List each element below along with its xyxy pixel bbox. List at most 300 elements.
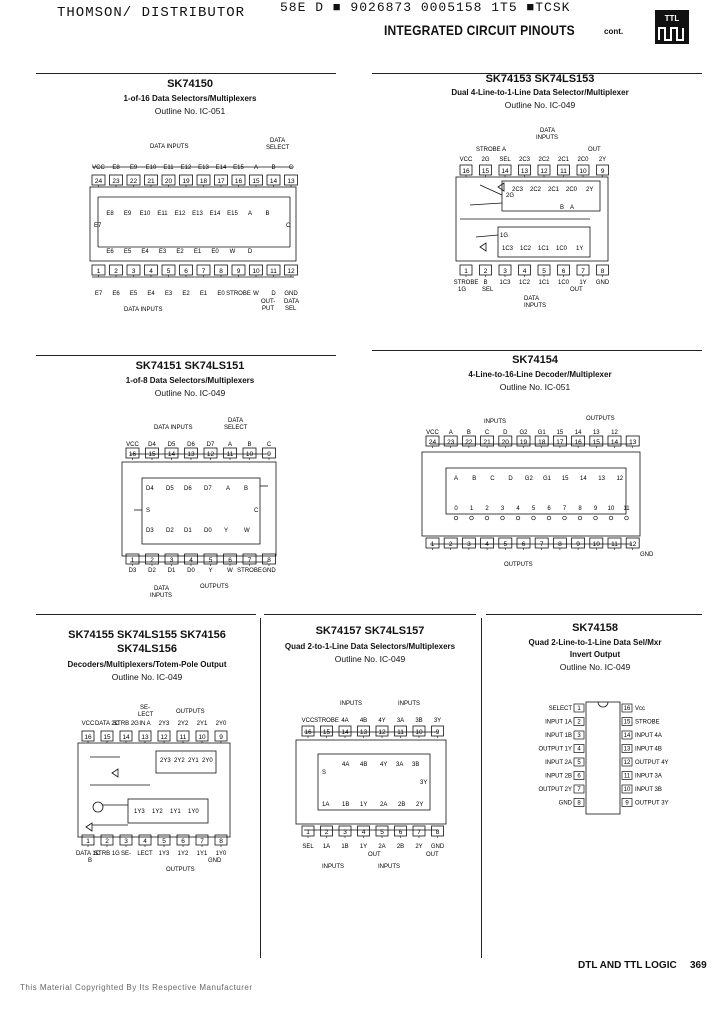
pin-number: 13	[187, 451, 195, 458]
inner-label: 4A	[342, 762, 350, 768]
inner-label: 6	[547, 506, 551, 512]
inner-label: 3A	[396, 762, 404, 768]
part-outline: Outline No. IC-049	[111, 672, 183, 682]
inner-label: 2A	[380, 802, 388, 808]
pin-number: 21	[483, 439, 491, 446]
inner-label: D0	[204, 528, 212, 534]
pin-number: 7	[201, 268, 206, 275]
inner-label: 1Y	[576, 246, 584, 252]
inner-label: D4	[146, 486, 154, 492]
part-outline: Outline No. IC-049	[504, 100, 576, 110]
inner-label: 13	[598, 476, 605, 482]
group-label: OUTPUTS	[166, 867, 195, 873]
inner-label: 1G	[500, 233, 509, 239]
group-label: DATA	[270, 138, 286, 144]
inner-label: D	[508, 476, 513, 482]
inner-label: A	[570, 205, 575, 211]
page-number: 369	[690, 960, 707, 971]
pin-number: 4	[189, 557, 193, 564]
sk74157-pinout-diagram	[292, 696, 462, 874]
pin-number: 15	[103, 734, 111, 741]
pin-name: D	[503, 430, 508, 436]
pin-number: 24	[94, 178, 103, 185]
pin-number: 9	[267, 451, 271, 458]
pin-name: D2	[148, 568, 156, 574]
pin-number: 10	[245, 451, 254, 458]
inner-label: 2Y1	[188, 758, 199, 764]
pin-number: 1	[96, 268, 101, 275]
pin-name: E5	[129, 291, 138, 297]
sk74151-pinout-diagram	[118, 420, 293, 602]
pin-extra: DATA	[284, 299, 300, 305]
output-bubble	[532, 516, 536, 520]
pin-name: STROBE	[237, 568, 262, 574]
pin-name: E3	[164, 291, 173, 297]
inner-label: E10	[139, 211, 151, 217]
inner-label: D3	[146, 528, 154, 534]
group-label: DATA INPUTS	[154, 425, 193, 431]
pin-name: D0	[187, 568, 195, 574]
pin-name: G1	[537, 430, 546, 436]
group-label: INPUTS	[340, 701, 363, 707]
pin-number: 3	[124, 838, 128, 845]
inner-label: B	[244, 486, 249, 492]
pin-number: 1	[86, 838, 90, 845]
pin-name: E12	[180, 165, 192, 171]
pin-name: SEL	[302, 844, 314, 850]
pin-extra: GND	[208, 858, 222, 864]
divider	[36, 614, 256, 615]
pin-number: 7	[581, 268, 585, 275]
pin-name: B	[483, 280, 488, 286]
pin-number: 7	[577, 787, 581, 793]
pin-name: 1Y	[579, 280, 587, 286]
group-label: INPUTS	[150, 593, 173, 599]
inner-label: 12	[616, 476, 624, 482]
pin-number: 4	[361, 829, 366, 836]
inner-label: 1C0	[556, 246, 568, 252]
pin-extra: OUT	[570, 287, 583, 293]
group-label: INPUTS	[536, 135, 559, 141]
pin-number: 15	[322, 729, 331, 736]
section-footer: DTL AND TTL LOGIC	[578, 960, 677, 971]
pin-name: VCC	[81, 721, 95, 727]
pin-name: LECT	[137, 851, 153, 857]
inner-label: D7	[204, 486, 212, 492]
pin-name: D	[271, 291, 276, 297]
pin-name: G2	[519, 430, 528, 436]
copyright-footer: This Material Copyrighted By Its Respective Manufacturer	[20, 983, 253, 992]
pin-number: 16	[234, 178, 243, 185]
pin-number: 4	[149, 268, 153, 275]
pin-name: VCC	[459, 157, 473, 163]
inner-label: 4Y	[380, 762, 388, 768]
inner-label: 1Y3	[134, 809, 145, 815]
group-label: STROBE A	[476, 147, 507, 153]
group-label: OUTPUTS	[200, 584, 229, 590]
inner-label: 1Y0	[188, 809, 199, 815]
pin-name: E0	[217, 291, 225, 297]
pin-name: INPUT 1B	[545, 733, 572, 739]
pin-number: 14	[167, 451, 176, 458]
pin-number: 2	[448, 541, 453, 548]
inner-label: 2Y3	[160, 758, 171, 764]
inner-label: 1C2	[520, 246, 532, 252]
inner-label: E15	[227, 211, 238, 217]
pin-number: 8	[577, 800, 581, 807]
pin-number: 7	[200, 838, 204, 845]
inner-label: 3	[500, 506, 505, 512]
inner-label: 1Y	[360, 802, 368, 808]
inner-label: D2	[166, 528, 174, 534]
group-label: INPUTS	[524, 303, 547, 309]
pin-name: E15	[233, 165, 244, 171]
pin-name: 12	[611, 430, 618, 436]
pin-number: 13	[629, 439, 637, 446]
pin-name: 2B	[396, 844, 405, 850]
pin-number: 2	[105, 838, 109, 845]
pin-name: W	[227, 568, 233, 574]
divider	[481, 618, 482, 958]
inner-label: E1	[193, 249, 202, 255]
pin-number: 12	[623, 760, 631, 766]
output-bubble	[454, 516, 458, 520]
pin-name: 2G	[481, 157, 490, 163]
inner-label: B	[265, 211, 270, 217]
part-subtitle: 4-Line-to-16-Line Decoder/Multiplexer	[468, 370, 612, 379]
pin-name: STRB 1G	[94, 851, 120, 857]
pin-number: 6	[228, 557, 232, 564]
pin-name: 1Y1	[196, 851, 208, 857]
pin-name: 2A	[378, 844, 386, 850]
inner-label: 1A	[322, 802, 330, 808]
pin-number: 12	[160, 734, 168, 741]
inner-label: S	[322, 770, 327, 776]
output-bubble	[501, 516, 505, 520]
output-bubble	[625, 516, 629, 520]
pin-name: INPUT 1A	[545, 719, 572, 726]
inner-label: E0	[211, 249, 219, 255]
pin-number: 2	[150, 557, 154, 564]
output-bubble	[578, 516, 582, 520]
pin-number: 10	[592, 541, 600, 548]
pin-number: 23	[447, 439, 455, 446]
inner-label: A	[226, 486, 231, 492]
pin-name: D3	[128, 568, 137, 574]
inner-label: 15	[561, 476, 569, 482]
inner-label: E5	[123, 249, 132, 255]
sk74153-pinout-diagram	[450, 125, 620, 315]
pin-number: 15	[592, 439, 600, 446]
pin-name: D1	[167, 568, 176, 574]
inner-label: 2C1	[548, 187, 560, 193]
pin-name: SELECT	[548, 706, 572, 712]
pin-number: 12	[287, 268, 295, 275]
pin-number: 12	[378, 729, 386, 736]
part-subtitle: 1-of-16 Data Selectors/Multiplexers	[123, 94, 257, 103]
pin-name: 15	[556, 430, 564, 436]
pin-name: 4Y	[378, 718, 386, 724]
inner-label: E12	[174, 211, 186, 217]
pin-number: 5	[542, 268, 546, 275]
group-label: INPUTS	[322, 864, 345, 870]
part-outline: Outline No. IC-049	[559, 662, 631, 672]
pin-name: D6	[187, 442, 195, 448]
pin-number: 11	[226, 451, 234, 458]
inner-label: 2C3	[512, 187, 524, 193]
pin-name: OUTPUT 4Y	[635, 760, 669, 766]
pin-name: 2C2	[538, 157, 550, 163]
inner-label: 2Y2	[174, 758, 185, 764]
group-label: DATA	[540, 128, 556, 134]
inner-label: 3Y	[420, 780, 428, 786]
group-label: DATA INPUTS	[124, 307, 163, 313]
pin-number: 11	[611, 541, 618, 548]
output-bubble	[470, 516, 474, 520]
pin-name: 1A	[322, 844, 331, 850]
pin-number: 3	[131, 268, 136, 275]
part-subtitle-line2: Invert Output	[569, 650, 621, 659]
pin-number: 5	[380, 829, 384, 836]
pin-number: 6	[521, 541, 526, 548]
pin-number: 3	[169, 557, 174, 564]
pin-number: 13	[623, 746, 631, 753]
inner-label: E9	[123, 211, 132, 217]
pin-name: 2Y0	[215, 721, 227, 727]
group-label: INPUTS	[378, 864, 401, 870]
pin-extra: OUT	[426, 852, 439, 858]
pin-number: 11	[560, 168, 567, 175]
group-label: OUTPUTS	[586, 416, 615, 422]
pin-number: 14	[341, 729, 349, 736]
pin-number: 16	[574, 439, 582, 446]
inner-label: B	[560, 205, 565, 211]
inner-label: W	[244, 528, 250, 534]
inner-label: 7	[562, 506, 567, 512]
pin-extra: 1G	[458, 287, 467, 293]
inner-label: 2	[485, 506, 489, 512]
inner-label: 1C3	[502, 246, 514, 252]
sk74154-pinout-diagram	[420, 414, 654, 576]
pin-number: 12	[629, 541, 637, 548]
group-label: DATA INPUTS	[150, 144, 189, 150]
inner-label: 14	[580, 476, 587, 482]
pin-name: E13	[198, 165, 209, 171]
pin-name: 1C3	[499, 280, 511, 286]
pin-number: 8	[600, 268, 605, 275]
pin-number: 13	[141, 734, 149, 741]
page-title: INTEGRATED CIRCUIT PINOUTS	[384, 22, 575, 38]
pin-name: STROBE	[226, 291, 251, 297]
group-label: DATA	[228, 418, 244, 424]
pin-number: 16	[623, 706, 631, 712]
pin-number: 10	[415, 729, 423, 736]
pin-number: 6	[561, 268, 566, 275]
divider	[36, 355, 336, 356]
pin-number: 19	[519, 439, 528, 446]
pin-number: 20	[164, 178, 173, 185]
pin-number: 8	[219, 268, 223, 275]
group-label: INPUTS	[398, 701, 421, 707]
pin-number: 9	[600, 168, 605, 175]
divider	[372, 350, 702, 351]
pin-name: A	[253, 165, 259, 171]
part-outline: Outline No. IC-049	[154, 388, 226, 398]
pin-number: 15	[252, 178, 260, 185]
pin-number: 14	[122, 734, 130, 741]
inner-label: E6	[106, 249, 114, 255]
pin-number: 5	[208, 557, 213, 564]
inner-label: 4	[516, 506, 520, 512]
pin-number: 15	[148, 451, 156, 458]
pin-name: IN A	[139, 721, 151, 727]
pin-name: INPUT 4A	[635, 733, 662, 739]
pin-name: OUTPUT 1Y	[538, 746, 572, 753]
inner-label: E2	[176, 249, 184, 255]
inner-label: 2Y0	[202, 758, 213, 764]
divider	[486, 614, 702, 615]
pin-name: VCC	[426, 430, 439, 436]
pin-name: INPUT 3A	[635, 773, 662, 780]
pin-number: 1	[577, 706, 581, 712]
pin-number: 6	[398, 829, 403, 836]
group-label: SELECT	[266, 145, 290, 151]
pin-number: 10	[198, 734, 206, 741]
pin-name: E1	[199, 291, 208, 297]
pin-number: 7	[247, 557, 252, 564]
pin-number: 24	[428, 439, 437, 446]
pin-name: E10	[145, 165, 157, 171]
output-bubble	[516, 516, 520, 520]
pin-name: E14	[215, 165, 227, 171]
pin-number: 11	[623, 773, 631, 780]
ttl-logo-text: TTL	[664, 14, 680, 23]
pin-number: 11	[270, 268, 277, 275]
pin-number: 2	[114, 268, 118, 275]
part-title: SK74155 SK74LS155 SK74156	[68, 629, 226, 641]
inner-label: 10	[607, 506, 615, 512]
group-label: OUT	[588, 147, 601, 153]
pin-number: 5	[503, 541, 508, 548]
pin-name: 3Y	[433, 718, 442, 724]
pin-number: 16	[462, 168, 470, 175]
pin-name: A	[448, 430, 453, 436]
inner-label: D5	[166, 486, 174, 492]
part-subtitle: Quad 2-Line-to-1-Line Data Sel/Mxr	[528, 638, 662, 647]
inner-label: A	[247, 211, 253, 217]
pin-number: 16	[304, 729, 312, 736]
pin-name: Vcc	[635, 706, 646, 712]
inner-label: 2C0	[566, 187, 578, 193]
pin-number: 6	[184, 268, 188, 275]
pin-name: Y	[208, 568, 213, 574]
pin-number: 15	[623, 719, 631, 726]
pin-number: 16	[128, 451, 137, 458]
pin-number: 1	[464, 268, 468, 275]
pin-extra: SEL	[482, 287, 494, 293]
pin-number: 16	[84, 734, 92, 741]
pin-name: E8	[112, 165, 120, 171]
pin-number: 6	[181, 838, 185, 845]
pin-number: 4	[522, 268, 527, 275]
pin-name: E2	[182, 291, 190, 297]
divider	[264, 614, 476, 615]
group-label: SELECT	[224, 425, 248, 431]
output-bubble	[609, 516, 613, 520]
pin-number: 2	[483, 268, 488, 275]
pin-name: INPUT 2A	[545, 760, 572, 766]
inner-label: C	[254, 508, 259, 514]
pin-number: 6	[577, 773, 581, 780]
pin-extra: OUT-	[261, 299, 276, 305]
pin-number: 21	[147, 178, 155, 185]
pin-number: 4	[143, 838, 147, 845]
pin-number: 8	[219, 838, 223, 845]
part-title-line2: SK74LS156	[117, 643, 177, 655]
pin-extra: DATA	[524, 296, 540, 302]
inner-label: E7	[94, 223, 102, 229]
pin-number: 5	[577, 760, 581, 766]
pin-number: 9	[625, 800, 629, 807]
part-subtitle: Quad 2-to-1-Line Data Selectors/Multiplexers	[284, 642, 456, 651]
pin-name: OUTPUT 3Y	[635, 800, 669, 807]
pin-number: 22	[465, 439, 473, 446]
inner-label: A	[453, 476, 459, 482]
pin-name: D7	[206, 442, 215, 448]
pin-number: 1	[430, 541, 435, 548]
pin-name: GND	[284, 291, 298, 297]
pin-name: SEL	[499, 157, 511, 163]
pin-name: 1C2	[518, 280, 531, 286]
inner-label: 2Y	[586, 187, 594, 193]
divider	[36, 73, 336, 74]
pin-number: 13	[520, 168, 529, 175]
pin-name: STROBE	[314, 718, 339, 724]
inner-label: E4	[141, 249, 149, 255]
pin-name: GND	[430, 844, 445, 850]
group-label: OUTPUTS	[176, 709, 205, 715]
pin-number: 17	[556, 439, 564, 446]
inner-label: 2G	[506, 193, 515, 199]
pin-name: 2C3	[518, 157, 531, 163]
group-label: DATA	[154, 586, 170, 592]
inner-label: 11	[623, 506, 630, 512]
part-outline: Outline No. IC-049	[334, 654, 406, 664]
pin-name: 13	[592, 430, 600, 436]
pin-number: 8	[435, 829, 440, 836]
pin-name: 1Y3	[158, 851, 170, 857]
part-title: SK74153 SK74LS153	[485, 73, 595, 85]
pin-name: GND	[558, 800, 572, 807]
pin-number: 17	[217, 178, 225, 185]
inner-label: 1C1	[538, 246, 550, 252]
pin-number: 10	[252, 268, 260, 275]
pin-name: VCC	[126, 442, 139, 448]
pin-name: E11	[163, 165, 174, 171]
continued-label: cont.	[604, 27, 624, 36]
inner-label: E8	[106, 211, 114, 217]
output-bubble	[485, 516, 489, 520]
pin-extra: SEL	[285, 306, 297, 312]
pin-number: 3	[343, 829, 347, 836]
pin-extra: OUT	[368, 852, 381, 858]
pin-name: 3B	[415, 718, 423, 724]
inner-label: 2B	[398, 802, 406, 808]
pin-number: 3	[467, 541, 471, 548]
pin-name: STROBE	[453, 280, 479, 286]
pin-number: 18	[199, 178, 208, 185]
group-label: OUTPUTS	[504, 562, 533, 568]
